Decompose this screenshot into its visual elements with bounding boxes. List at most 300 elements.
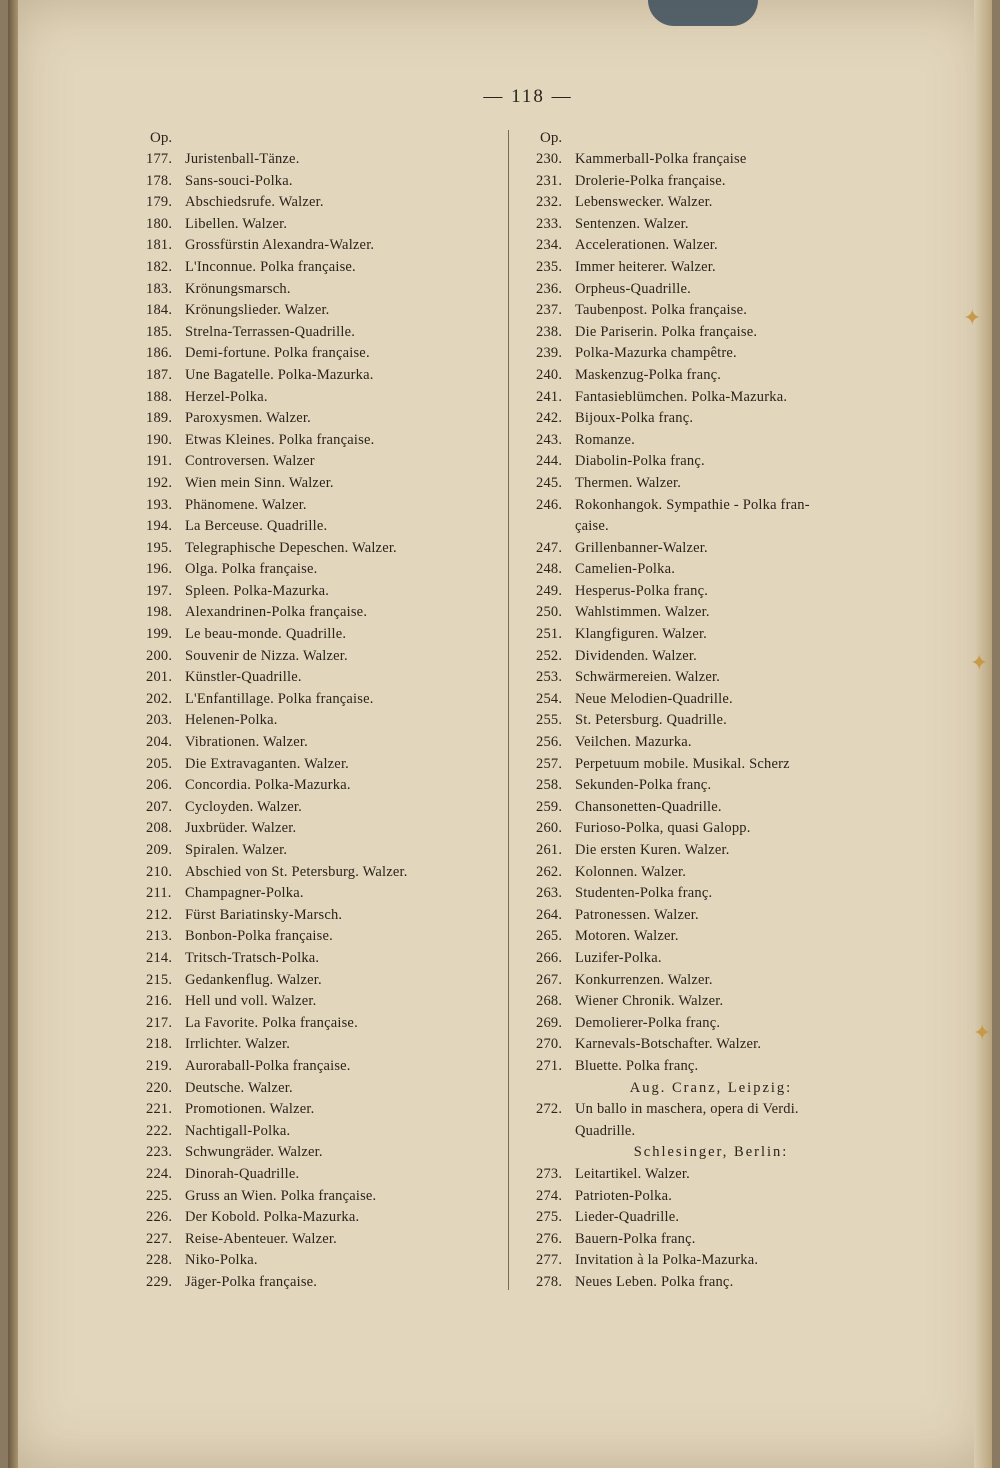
opus-title: L'Inconnue. Polka française.	[185, 258, 356, 275]
opus-number: 266.	[536, 949, 563, 966]
opus-title: Libellen. Walzer.	[185, 215, 288, 232]
opus-number: 181.	[146, 237, 173, 254]
opus-number: 268.	[536, 993, 563, 1010]
opus-title: L'Enfantillage. Polka française.	[185, 690, 374, 707]
opus-title: Bauern-Polka franç.	[575, 1230, 696, 1247]
list-item	[146, 451, 496, 473]
list-item	[146, 970, 496, 992]
list-item	[146, 948, 496, 970]
opus-title: Chansonetten-Quadrille.	[575, 798, 722, 815]
opus-title: Patrioten-Polka.	[575, 1187, 673, 1204]
opus-title: Un ballo in maschera, opera di Verdi.	[575, 1101, 799, 1118]
opus-title: Leitartikel. Walzer.	[575, 1165, 690, 1182]
opus-title: Studenten-Polka franç.	[575, 885, 713, 902]
list-item	[146, 1229, 496, 1251]
list-item	[146, 235, 496, 257]
opus-title: Juxbrüder. Walzer.	[185, 820, 297, 837]
opus-number: 239.	[536, 345, 563, 362]
opus-number: 206.	[146, 777, 173, 794]
opus-number: 216.	[146, 993, 173, 1010]
opus-title: Vibrationen. Walzer.	[185, 734, 308, 751]
opus-number: 226.	[146, 1209, 173, 1226]
opus-number: 189.	[146, 410, 173, 427]
opus-title: Demolierer-Polka franç.	[575, 1014, 721, 1031]
opus-title: Patronessen. Walzer.	[575, 906, 699, 923]
list-item	[536, 1013, 886, 1035]
opus-number: 205.	[146, 755, 173, 772]
opus-title: Herzel-Polka.	[185, 388, 268, 405]
opus-number: 208.	[146, 820, 173, 837]
opus-title: Wiener Chronik. Walzer.	[575, 993, 724, 1010]
list-item	[146, 818, 496, 840]
opus-title: Helenen-Polka.	[185, 712, 278, 729]
opus-title: Abschiedsrufe. Walzer.	[185, 194, 324, 211]
list-item	[146, 732, 496, 754]
opus-number: 182.	[146, 258, 173, 275]
list-item	[146, 1121, 496, 1143]
list-item	[536, 775, 886, 797]
opus-number: 229.	[146, 1273, 173, 1290]
opus-number: 262.	[536, 863, 563, 880]
list-item	[146, 602, 496, 624]
list-item	[146, 1142, 496, 1164]
list-item	[146, 365, 496, 387]
opus-title: Souvenir de Nizza. Walzer.	[185, 647, 348, 664]
opus-title: Grillenbanner-Walzer.	[575, 539, 708, 556]
list-item	[146, 538, 496, 560]
opus-title: Der Kobold. Polka-Mazurka.	[185, 1209, 360, 1226]
opus-number: 230.	[536, 151, 563, 167]
opus-title: Le beau-monde. Quadrille.	[185, 626, 347, 643]
opus-number: 234.	[536, 237, 563, 254]
opus-title: Olga. Polka française.	[185, 561, 318, 578]
opus-title: Romanze.	[575, 431, 635, 448]
list-item	[146, 279, 496, 301]
opus-title: Karnevals-Botschafter. Walzer.	[575, 1036, 762, 1053]
opus-number: 265.	[536, 928, 563, 945]
list-item	[536, 235, 886, 257]
opus-number: 188.	[146, 388, 173, 405]
column-header-op: Op.	[150, 130, 173, 146]
opus-number: 236.	[536, 280, 563, 297]
list-item	[536, 495, 886, 517]
opus-title: Klangfiguren. Walzer.	[575, 626, 708, 643]
column-divider	[508, 130, 509, 1290]
list-item	[536, 279, 886, 301]
opus-number: 194.	[146, 518, 173, 535]
opus-number: 204.	[146, 734, 173, 751]
opus-title: Bluette. Polka franç.	[575, 1057, 699, 1074]
publisher-heading: Aug. Cranz, Leipzig:	[629, 1079, 793, 1096]
opus-title: Strelna-Terrassen-Quadrille.	[185, 323, 356, 340]
opus-title: Schwärmereien. Walzer.	[575, 669, 721, 686]
list-item	[536, 905, 886, 927]
opus-title: Controversen. Walzer	[185, 453, 315, 470]
list-item	[536, 991, 886, 1013]
opus-number: 217.	[146, 1014, 173, 1031]
list-item	[146, 1186, 496, 1208]
opus-title: Kolonnen. Walzer.	[575, 863, 687, 880]
list-item	[146, 1164, 496, 1186]
opus-title: Juristenball-Tänze.	[185, 151, 300, 167]
list-item	[536, 624, 886, 646]
opus-number: 228.	[146, 1252, 173, 1269]
opus-title: Hesperus-Polka franç.	[575, 582, 709, 599]
opus-number: 202.	[146, 690, 173, 707]
opus-number: 241.	[536, 388, 563, 405]
opus-title: Maskenzug-Polka franç.	[575, 366, 722, 383]
opus-number: 220.	[146, 1079, 173, 1096]
opus-number: 249.	[536, 582, 563, 599]
opus-title: Grossfürstin Alexandra-Walzer.	[185, 237, 375, 254]
opus-title: Champagner-Polka.	[185, 885, 304, 902]
list-item	[146, 624, 496, 646]
list-item	[536, 1186, 886, 1208]
opus-title: Krönungslieder. Walzer.	[185, 302, 330, 319]
opus-title: Dinorah-Quadrille.	[185, 1165, 300, 1182]
opus-title: Cycloyden. Walzer.	[185, 798, 302, 815]
opus-title: Tritsch-Tratsch-Polka.	[185, 949, 320, 966]
opus-number: 231.	[536, 172, 563, 189]
list-item	[146, 1078, 496, 1100]
opus-number: 197.	[146, 582, 173, 599]
list-item	[146, 840, 496, 862]
opus-title: Abschied von St. Petersburg. Walzer.	[185, 863, 408, 880]
opus-title: Quadrille.	[575, 1122, 636, 1139]
opus-number: 199.	[146, 626, 173, 643]
opus-title: Luzifer-Polka.	[575, 949, 662, 966]
list-item	[146, 257, 496, 279]
opus-number: 207.	[146, 798, 173, 815]
list-item	[536, 797, 886, 819]
opus-number: 214.	[146, 949, 173, 966]
list-item	[536, 862, 886, 884]
opus-title: Niko-Polka.	[185, 1252, 258, 1269]
list-item	[536, 926, 886, 948]
opus-title: Demi-fortune. Polka française.	[185, 345, 370, 362]
opus-number: 263.	[536, 885, 563, 902]
opus-number: 271.	[536, 1057, 563, 1074]
opus-title: Neue Melodien-Quadrille.	[575, 690, 733, 707]
opus-number: 277.	[536, 1252, 563, 1269]
list-item	[146, 710, 496, 732]
opus-title: Accelerationen. Walzer.	[575, 237, 718, 254]
opus-title: Alexandrinen-Polka française.	[185, 604, 368, 621]
right-column	[536, 128, 886, 1293]
opus-title: Bijoux-Polka franç.	[575, 410, 694, 427]
list-item	[536, 192, 886, 214]
opus-title: St. Petersburg. Quadrille.	[575, 712, 727, 729]
list-item	[146, 1207, 496, 1229]
list-item	[146, 797, 496, 819]
opus-number: 245.	[536, 474, 563, 491]
opus-list-left	[146, 149, 496, 1293]
list-item	[536, 149, 886, 171]
list-item	[146, 1056, 496, 1078]
list-item-continuation	[536, 516, 886, 538]
opus-number: 227.	[146, 1230, 173, 1247]
opus-number: 196.	[146, 561, 173, 578]
opus-number: 191.	[146, 453, 173, 470]
list-item	[146, 905, 496, 927]
opus-number: 222.	[146, 1122, 173, 1139]
list-item	[536, 408, 886, 430]
opus-number: 246.	[536, 496, 563, 513]
opus-title: Lieder-Quadrille.	[575, 1209, 680, 1226]
opus-number: 278.	[536, 1273, 563, 1290]
list-item	[146, 775, 496, 797]
opus-number: 260.	[536, 820, 563, 837]
opus-number: 273.	[536, 1165, 563, 1182]
opus-title: La Berceuse. Quadrille.	[185, 518, 328, 535]
book-page	[8, 0, 992, 1468]
list-item	[536, 689, 886, 711]
list-item	[536, 171, 886, 193]
opus-title: Thermen. Walzer.	[575, 474, 682, 491]
margin-ornament-icon: ✦	[973, 1020, 992, 1045]
opus-title: Wien mein Sinn. Walzer.	[185, 474, 334, 491]
opus-number: 247.	[536, 539, 563, 556]
page-number: — 118 —	[483, 86, 573, 107]
opus-number: 179.	[146, 194, 173, 211]
opus-title: Etwas Kleines. Polka française.	[185, 431, 375, 448]
opus-title: Concordia. Polka-Mazurka.	[185, 777, 351, 794]
opus-title: Krönungsmarsch.	[185, 280, 291, 297]
opus-title: Kammerball-Polka française	[575, 151, 747, 167]
opus-title: Rokonhangok. Sympathie - Polka fran-	[575, 496, 810, 513]
opus-title: Veilchen. Mazurka.	[575, 734, 692, 751]
opus-title: Die Extravaganten. Walzer.	[185, 755, 349, 772]
opus-number: 200.	[146, 647, 173, 664]
list-item	[146, 300, 496, 322]
list-item	[536, 1099, 886, 1121]
margin-ornament-icon: ✦	[970, 650, 989, 675]
opus-title: Diabolin-Polka franç.	[575, 453, 705, 470]
opus-title: Künstler-Quadrille.	[185, 669, 302, 686]
opus-number: 238.	[536, 323, 563, 340]
list-item	[536, 300, 886, 322]
opus-title: Polka-Mazurka champêtre.	[575, 345, 737, 362]
list-item	[536, 1034, 886, 1056]
opus-title: Spleen. Polka-Mazurka.	[185, 582, 330, 599]
opus-number: 261.	[536, 842, 563, 858]
list-item	[536, 343, 886, 365]
opus-number: 218.	[146, 1036, 173, 1053]
opus-number: 255.	[536, 712, 563, 729]
opus-title: Orpheus-Quadrille.	[575, 280, 691, 297]
opus-number: 233.	[536, 215, 563, 232]
list-item	[536, 840, 886, 862]
list-item	[146, 883, 496, 905]
opus-number: 250.	[536, 604, 563, 621]
opus-title: çaise.	[575, 518, 609, 535]
opus-title: Reise-Abenteuer. Walzer.	[185, 1230, 337, 1247]
opus-title: Dividenden. Walzer.	[575, 647, 697, 664]
opus-title: Sentenzen. Walzer.	[575, 215, 689, 232]
opus-number: 203.	[146, 712, 173, 729]
opus-number: 257.	[536, 755, 563, 772]
list-item	[536, 732, 886, 754]
opus-title: Taubenpost. Polka française.	[575, 302, 748, 319]
list-item	[536, 883, 886, 905]
opus-number: 185.	[146, 323, 173, 340]
list-item	[146, 1034, 496, 1056]
opus-title: Spiralen. Walzer.	[185, 842, 288, 858]
list-item	[536, 581, 886, 603]
opus-number: 223.	[146, 1144, 173, 1161]
opus-title: Die Pariserin. Polka française.	[575, 323, 758, 340]
list-item	[146, 926, 496, 948]
opus-number: 211.	[146, 885, 172, 902]
list-item	[146, 667, 496, 689]
opus-title: Irrlichter. Walzer.	[185, 1036, 291, 1053]
list-item	[536, 818, 886, 840]
page-outer-edge	[974, 0, 992, 1468]
opus-number: 178.	[146, 172, 173, 189]
opus-number: 186.	[146, 345, 173, 362]
list-item	[146, 343, 496, 365]
list-item	[536, 1250, 886, 1272]
opus-number: 213.	[146, 928, 173, 945]
list-item	[536, 1229, 886, 1251]
list-item	[146, 516, 496, 538]
list-item	[146, 862, 496, 884]
opus-title: Motoren. Walzer.	[575, 928, 679, 945]
opus-title: Sans-souci-Polka.	[185, 172, 293, 189]
opus-number: 258.	[536, 777, 563, 794]
opus-number: 237.	[536, 302, 563, 319]
list-item	[536, 257, 886, 279]
opus-number: 210.	[146, 863, 173, 880]
opus-number: 192.	[146, 474, 173, 491]
opus-number: 183.	[146, 280, 173, 297]
opus-title: Jäger-Polka française.	[185, 1273, 318, 1290]
opus-title: Lebenswecker. Walzer.	[575, 194, 713, 211]
opus-number: 254.	[536, 690, 563, 707]
opus-title: Furioso-Polka, quasi Galopp.	[575, 820, 751, 837]
list-item	[146, 754, 496, 776]
opus-number: 184.	[146, 302, 173, 319]
list-item	[536, 1164, 886, 1186]
opus-title: Schwungräder. Walzer.	[185, 1144, 323, 1161]
list-item	[146, 322, 496, 344]
opus-title: La Favorite. Polka française.	[185, 1014, 358, 1031]
opus-title: Phänomene. Walzer.	[185, 496, 307, 513]
opus-number: 275.	[536, 1209, 563, 1226]
list-item	[146, 408, 496, 430]
list-item	[536, 667, 886, 689]
opus-title: Sekunden-Polka franç.	[575, 777, 712, 794]
list-item	[536, 710, 886, 732]
list-item	[146, 495, 496, 517]
opus-number: 274.	[536, 1187, 563, 1204]
list-item	[146, 430, 496, 452]
opus-title: Konkurrenzen. Walzer.	[575, 971, 713, 988]
opus-number: 224.	[146, 1165, 173, 1182]
opus-number: 248.	[536, 561, 563, 578]
opus-title: Immer heiterer. Walzer.	[575, 258, 716, 275]
opus-number: 259.	[536, 798, 563, 815]
opus-number: 244.	[536, 453, 563, 470]
list-item	[536, 970, 886, 992]
list-item	[146, 387, 496, 409]
opus-number: 252.	[536, 647, 563, 664]
opus-number: 272.	[536, 1101, 563, 1118]
list-item	[536, 214, 886, 236]
opus-title: Fantasieblümchen. Polka-Mazurka.	[575, 388, 788, 405]
opus-number: 267.	[536, 971, 563, 988]
list-item	[146, 581, 496, 603]
publisher-heading: Schlesinger, Berlin:	[633, 1144, 789, 1161]
list-item	[146, 214, 496, 236]
opus-number: 212.	[146, 906, 173, 923]
list-item	[146, 1099, 496, 1121]
opus-title: Une Bagatelle. Polka-Mazurka.	[185, 366, 374, 383]
list-item	[536, 430, 886, 452]
opus-number: 201.	[146, 669, 173, 686]
opus-number: 209.	[146, 842, 173, 858]
list-item	[536, 473, 886, 495]
opus-title: Bonbon-Polka française.	[185, 928, 333, 945]
opus-title: Drolerie-Polka française.	[575, 172, 726, 189]
opus-title: Fürst Bariatinsky-Marsch.	[185, 906, 343, 923]
opus-title: Deutsche. Walzer.	[185, 1079, 293, 1096]
list-item	[146, 171, 496, 193]
list-item	[536, 754, 886, 776]
list-item	[536, 451, 886, 473]
list-item	[146, 473, 496, 495]
opus-title: Hell und voll. Walzer.	[185, 993, 317, 1010]
list-item-continuation	[536, 1121, 886, 1143]
list-item	[536, 1207, 886, 1229]
list-item	[536, 365, 886, 387]
opus-number: 219.	[146, 1057, 173, 1074]
opus-number: 251.	[536, 626, 563, 643]
opus-number: 195.	[146, 539, 173, 556]
opus-number: 193.	[146, 496, 173, 513]
opus-title: Paroxysmen. Walzer.	[185, 410, 311, 427]
list-item	[536, 1272, 886, 1294]
list-item	[146, 1250, 496, 1272]
list-item	[536, 646, 886, 668]
list-item	[146, 559, 496, 581]
opus-number: 232.	[536, 194, 563, 211]
opus-number: 276.	[536, 1230, 563, 1247]
opus-title: Wahlstimmen. Walzer.	[575, 604, 710, 621]
list-item	[146, 149, 496, 171]
opus-title: Auroraball-Polka française.	[185, 1057, 351, 1074]
opus-title: Gruss an Wien. Polka française.	[185, 1187, 377, 1204]
opus-title: Promotionen. Walzer.	[185, 1101, 315, 1118]
opus-number: 256.	[536, 734, 563, 751]
left-column	[146, 128, 496, 1293]
list-item	[536, 538, 886, 560]
list-item	[536, 1056, 886, 1078]
list-item	[146, 689, 496, 711]
opus-title: Die ersten Kuren. Walzer.	[575, 842, 730, 858]
opus-number: 264.	[536, 906, 563, 923]
opus-title: Telegraphische Depeschen. Walzer.	[185, 539, 397, 556]
list-item	[146, 1013, 496, 1035]
opus-title: Perpetuum mobile. Musikal. Scherz	[575, 755, 790, 772]
page-binding-edge	[8, 0, 18, 1468]
opus-title: Neues Leben. Polka franç.	[575, 1273, 734, 1290]
list-item	[536, 387, 886, 409]
column-header-op: Op.	[540, 130, 563, 146]
opus-number: 235.	[536, 258, 563, 275]
list-item	[536, 602, 886, 624]
opus-number: 215.	[146, 971, 173, 988]
